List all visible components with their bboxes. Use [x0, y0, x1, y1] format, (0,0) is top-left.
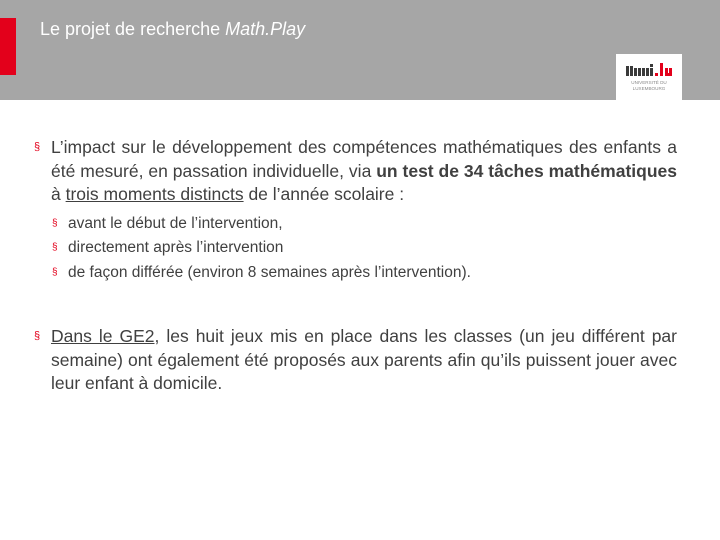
uni-lu-logo-icon: [616, 54, 682, 100]
slide-header: [0, 0, 720, 100]
sub-bullet-list: [52, 212, 677, 286]
bullet-item-ge2: [34, 325, 677, 396]
item1-text-1: L’impact sur le développement des compétences mathématiques des enfants a été mesuré, en passation individuelle, via: [51, 137, 677, 181]
item1-bold-text: un test de 34 tâches mathématiques: [376, 160, 677, 181]
item1-text-2: à: [51, 184, 66, 204]
logo-line1: UNIVERSITÉ DU: [631, 80, 667, 85]
sub-item-text: de façon différée (environ 8 semaines après l’intervention).: [68, 263, 471, 281]
slide-title: [40, 19, 305, 40]
sub-bullet-item: [52, 236, 677, 261]
red-accent-bar: [0, 18, 16, 75]
bullet-icon: §: [34, 141, 41, 153]
item1-underlined-text: trois moments distincts: [65, 184, 244, 204]
item2-underlined-text: Dans le GE2: [51, 326, 155, 346]
bullet-item-impact: [34, 136, 677, 207]
title-prefix: Le projet de recherche: [40, 19, 226, 39]
bullet-icon: §: [52, 242, 58, 253]
slide-content: [34, 136, 677, 396]
sub-item-text: directement après l’intervention: [68, 239, 284, 256]
sub-item-text: avant le début de l’intervention,: [68, 214, 283, 232]
item1-text-3: de l’année scolaire :: [243, 184, 405, 204]
title-project-name: Math.Play: [225, 19, 306, 39]
bullet-icon: §: [34, 330, 41, 342]
sub-bullet-item: [52, 261, 677, 286]
university-logo: [616, 54, 682, 100]
logo-line2: LUXEMBOURG: [632, 86, 666, 91]
bullet-icon: §: [52, 266, 58, 278]
bullet-icon: §: [52, 217, 58, 229]
sub-bullet-item: [52, 212, 677, 237]
item2-text: , les huit jeux mis en place dans les classes (un jeu différent par semaine) ont également été proposés aux parents afin qu’ils puissent jouer avec leur enfant à domicile.: [51, 326, 677, 393]
